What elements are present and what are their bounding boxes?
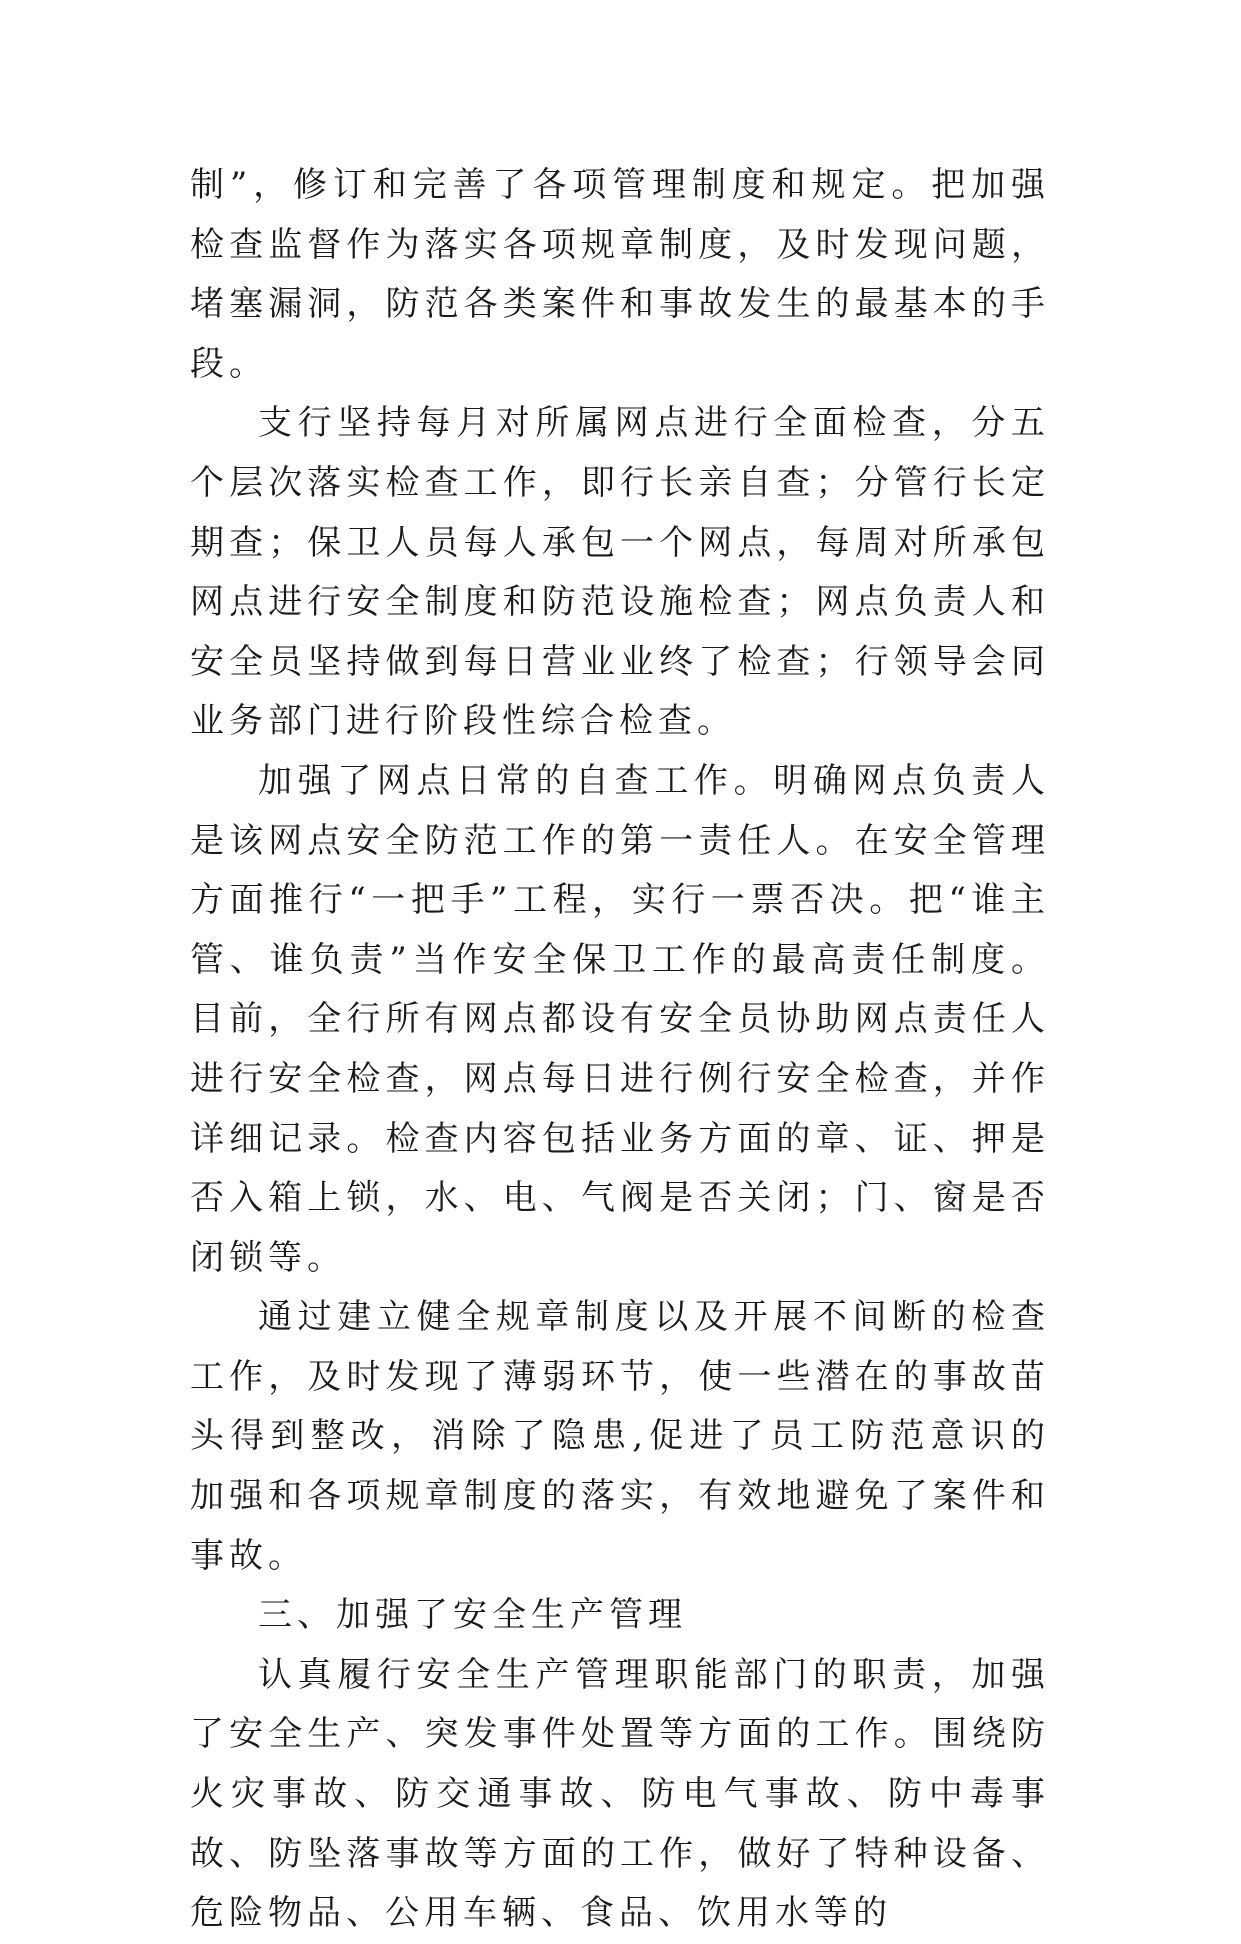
paragraph-results: 通过建立健全规章制度以及开展不间断的检查工作，及时发现了薄弱环节，使一些潜在的事故苗头得到整改，消除了隐患,促进了员工防范意识的加强和各项规章制度的落实，有效地避免了案件和事故。 <box>190 1297 1050 1576</box>
paragraph-continuation: 制”，修订和完善了各项管理制度和规定。把加强检查监督作为落实各项规章制度，及时发现问题，堵塞漏洞，防范各类案件和事故发生的最基本的手段。 <box>190 165 1050 384</box>
paragraph-safety-production: 认真履行安全生产管理职能部门的职责，加强了安全生产、突发事件处置等方面的工作。围绕防火灾事故、防交通事故、防电气事故、防中毒事故、防坠落事故等方面的工作，做好了特种设备、危险物品、公用车辆、食品、饮用水等的 <box>190 1654 1050 1934</box>
section-heading-safety-production: 三、加强了安全生产管理 <box>258 1595 687 1636</box>
paragraph-inspection-levels: 支行坚持每月对所属网点进行全面检查，分五个层次落实检查工作，即行长亲自查；分管行长定期查；保卫人员每人承包一个网点，每周对所承包网点进行安全制度和防范设施检查；网点负责人和安全员坚持做到每日营业业终了检查；行领导会同业务部门进行阶段性综合检查。 <box>190 403 1050 742</box>
document-body <box>190 156 1050 1944</box>
paragraph-self-inspection: 加强了网点日常的自查工作。明确网点负责人是该网点安全防范工作的第一责任人。在安全管理方面推行“一把手”工程，实行一票否决。把“谁主管、谁负责”当作安全保卫工作的最高责任制度。目前，全行所有网点都设有安全员协助网点责任人进行安全检查，网点每日进行例行安全检查，并作详细记录。检查内容包括业务方面的章、证、押是否入箱上锁，水、电、气阀是否关闭；门、窗是否闭锁等。 <box>190 760 1050 1278</box>
